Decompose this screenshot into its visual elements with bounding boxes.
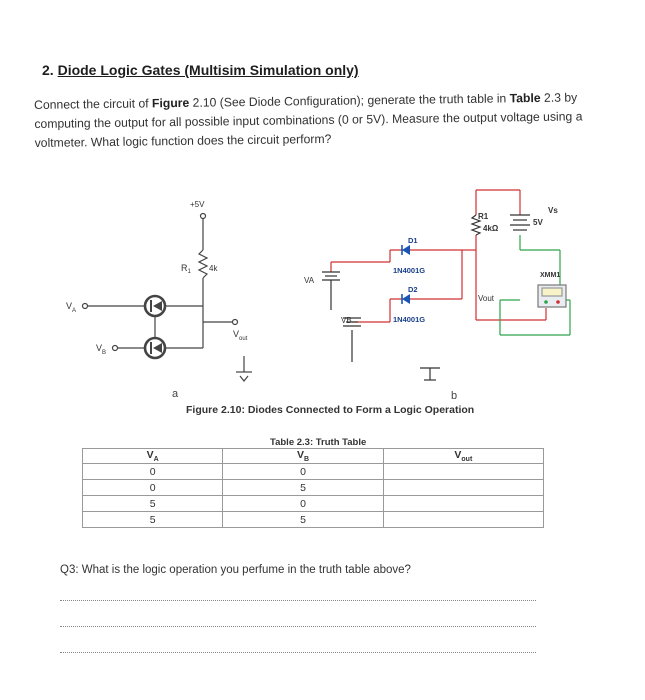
cell-va: 5 (83, 496, 223, 512)
table-header-row (83, 449, 544, 464)
resistor-r1 (199, 250, 207, 278)
section-title: Diode Logic Gates (Multisim Simulation only) (57, 62, 359, 78)
vs-source (510, 215, 530, 230)
answer-line-1[interactable] (60, 600, 536, 601)
r1-value-label: 4kΩ (483, 224, 499, 233)
supply-label: +5V (190, 200, 205, 209)
cell-vout[interactable] (383, 464, 543, 480)
va-terminal (83, 304, 88, 309)
r1-name: R1 (478, 212, 489, 221)
cell-vb: 5 (223, 480, 383, 496)
table-caption: Table 2.3: Truth Table (270, 437, 367, 448)
circuit-a (83, 214, 253, 382)
vs-name: Vs (548, 206, 558, 215)
cell-va: 0 (83, 480, 223, 496)
figure-caption: Figure 2.10: Diodes Connected to Form a Logic Operation (186, 404, 475, 416)
answer-line-2[interactable] (60, 626, 536, 627)
table-row (83, 464, 544, 480)
multimeter-icon (538, 285, 566, 307)
table-row (83, 496, 544, 512)
d2-label: D2 (408, 285, 418, 294)
table-row (83, 512, 544, 528)
d1-label: D1 (408, 236, 418, 245)
vout-node-label: Vout (478, 294, 495, 303)
cell-vb: 5 (223, 512, 383, 528)
supply-terminal (201, 214, 206, 219)
circuit-b-label: b (451, 390, 458, 402)
d2-part: 1N4001G (393, 315, 426, 324)
instructions-paragraph: Connect the circuit of Figure 2.10 (See Diode Configuration); generate the truth table in Table 2.3 by computing the output for all possible input combinations (0 or 5V). Measure the output voltage using a voltmeter. What logic function does the circuit perform? (34, 90, 583, 150)
vb-label: $V_B$ (96, 343, 107, 356)
question-q3: Q3: What is the logic operation you perfume in the truth table above? (60, 564, 411, 576)
va-source-label: VA (304, 276, 315, 285)
cell-vb: 0 (223, 496, 383, 512)
figure-reference: Figure (151, 95, 190, 111)
vout-terminal (233, 320, 238, 325)
header-vout: $V_{out}$ (383, 449, 543, 464)
cell-vout[interactable] (383, 512, 543, 528)
va-source (322, 272, 340, 280)
d1-part: 1N4001G (393, 266, 426, 275)
meter-label: XMM1 (540, 272, 561, 279)
r1-value: 4k (209, 264, 218, 273)
answer-line-3[interactable] (60, 652, 536, 653)
va-label: $V_A$ (66, 301, 77, 314)
vout-label: $V_{out}$ (233, 329, 248, 342)
r1-label: $R_1$ (181, 263, 191, 275)
diode-d2 (402, 294, 410, 304)
truth-table (82, 448, 544, 528)
table-row (83, 480, 544, 496)
vb-source-label: VB (341, 316, 352, 325)
cell-va: 5 (83, 512, 223, 528)
diode-d1 (402, 245, 410, 255)
vb-terminal (113, 346, 118, 351)
cell-va: 0 (83, 464, 223, 480)
cell-vb: 0 (223, 464, 383, 480)
cell-vout[interactable] (383, 496, 543, 512)
section-number: 2. (42, 62, 54, 78)
header-va: $V_A$ (83, 449, 223, 464)
table-reference: Table (509, 90, 541, 106)
circuit-a-label: a (172, 388, 179, 400)
cell-vout[interactable] (383, 480, 543, 496)
header-vb: $V_B$ (223, 449, 383, 464)
vs-value: 5V (533, 218, 543, 227)
